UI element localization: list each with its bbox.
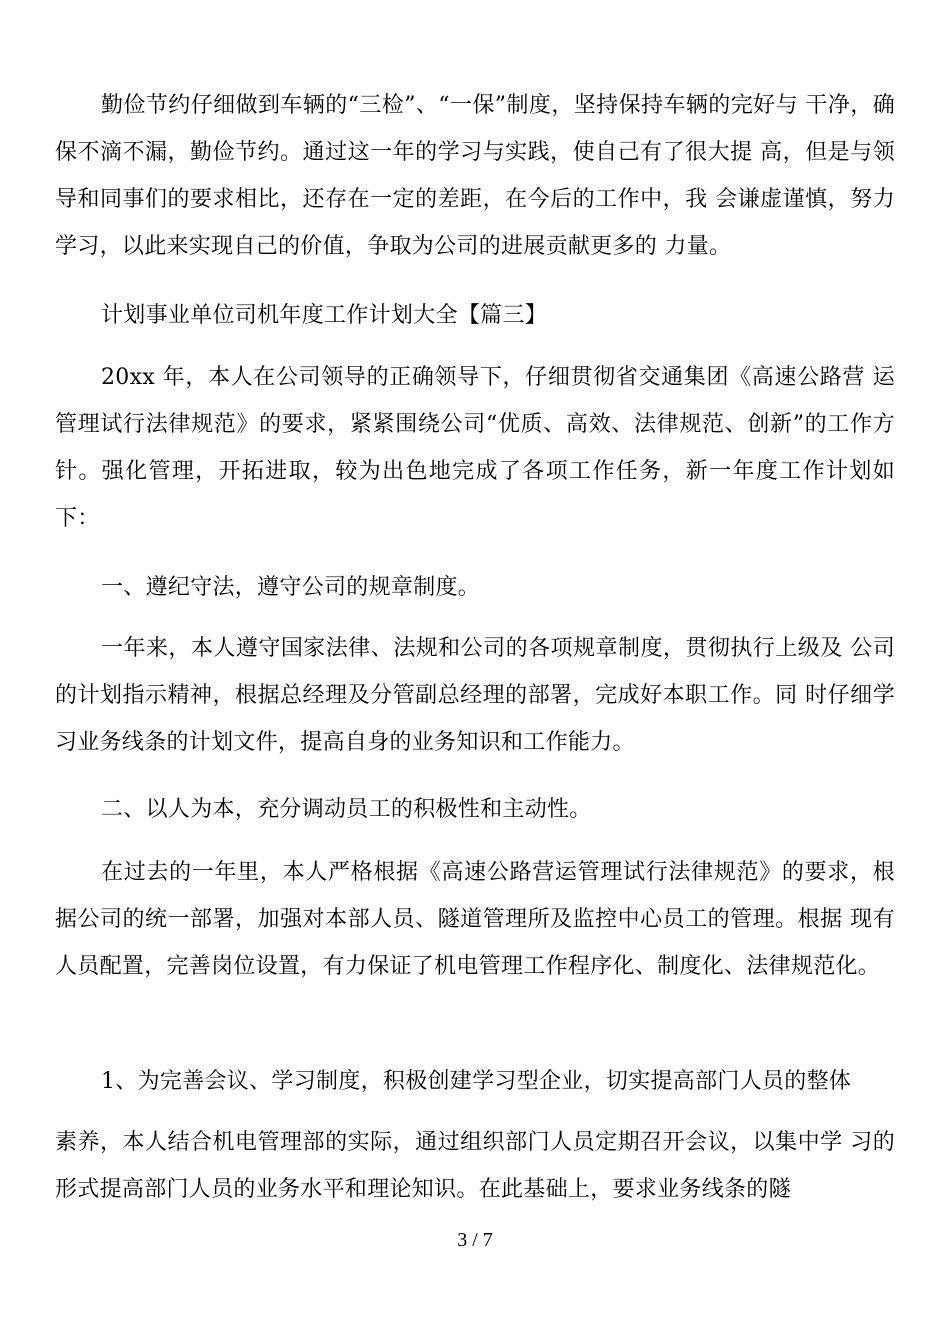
paragraph-continuation: 素养，本人结合机电管理部的实际，通过组织部门人员定期召开会议，以集中学 习的形式提高部门人员的业务水平和理论知识。在此基础上，要求业务线条的隧 [55,1130,895,1202]
heading-people-oriented: 二、以人为本，充分调动员工的积极性和主动性。 [101,797,592,822]
list-item-meetings: 1、为完善会议、学习制度，积极创建学习型企业，切实提高部门人员的整体 [101,1069,852,1094]
heading-discipline: 一、遵纪守法，遵守公司的规章制度。 [101,575,481,600]
page-number: 3 / 7 [457,1229,493,1251]
paragraph-vehicle-maintenance: 勤俭节约仔细做到车辆的“三检”、“一保”制度，坚持保持车辆的完好与 干净，确保不滴不漏，勤俭节约。通过这一年的学习与实践，使自己有了很大提 高，但是与领导和同事们的要求相比，还存在一定的差距，在今后的工作中，我 会谦虚谨慎，努力学习，以此来实现自己的价值，争取为公司的进展贡献更多的 力量。 [55,93,895,259]
paragraph-intro: 20xx 年，本人在公司领导的正确领导下，仔细贯彻省交通集团《高速公路营 运管理试行法律规范》的要求，紧紧围绕公司“优质、高效、法律规范、创新”的工作方 针。强化管理，开拓进取，较为出色地完成了各项工作任务，新一年度工作计划如下： [55,365,895,531]
paragraph-discipline: 一年来，本人遵守国家法律、法规和公司的各项规章制度，贯彻执行上级及 公司的计划指示精神，根据总经理及分管副总经理的部署，完成好本职工作。同 时仔细学习业务线条的计划文件，提高自身的业务知识和工作能力。 [55,636,895,755]
section-heading-part-three: 计划事业单位司机年度工作计划大全【篇三】 [101,303,548,328]
paragraph-people-oriented: 在过去的一年里，本人严格根据《高速公路营运管理试行法律规范》的要求，根据公司的统一部署，加强对本部人员、隧道管理所及监控中心员工的管理。根据 现有人员配置，完善岗位设置，有力保证了机电管理工作程序化、制度化、法律规范化。 [55,860,895,979]
